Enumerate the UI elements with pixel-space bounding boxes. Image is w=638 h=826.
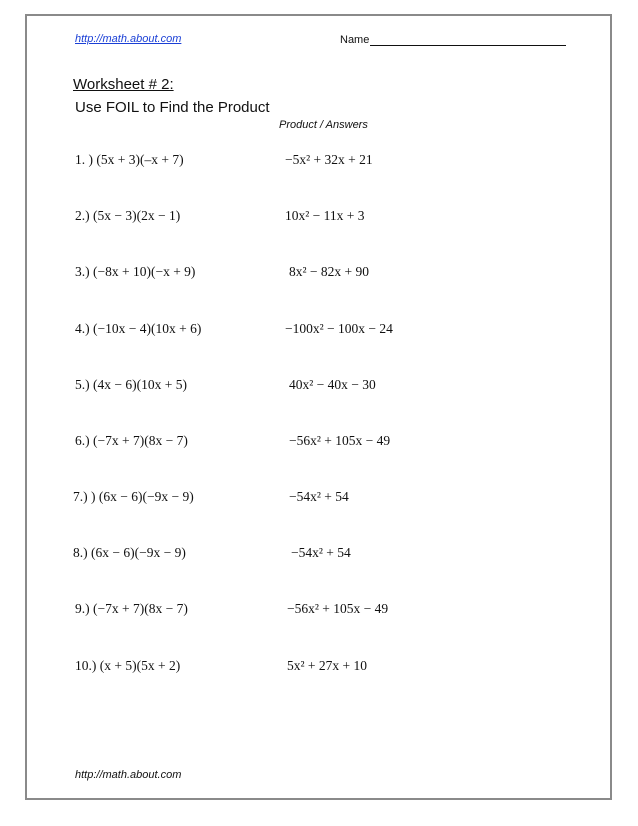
answer-8: −54x² + 54 xyxy=(291,545,351,560)
problem-5: 5.) (4x − 6)(10x + 5) xyxy=(75,377,187,392)
problem-4: 4.) (−10x − 4)(10x + 6) xyxy=(75,321,202,336)
problem-2: 2.) (5x − 3)(2x − 1) xyxy=(75,208,181,223)
answer-10: 5x² + 27x + 10 xyxy=(287,658,368,673)
problem-6: 6.) (−7x + 7)(8x − 7) xyxy=(75,433,188,448)
problem-1: 1. ) (5x + 3)(–x + 7) xyxy=(75,152,184,167)
answer-4: −100x² − 100x − 24 xyxy=(285,321,393,336)
problem-8: 8.) (6x − 6)(−9x − 9) xyxy=(73,545,186,560)
answer-1: −5x² + 32x + 21 xyxy=(285,152,373,167)
name-field xyxy=(340,33,566,46)
header-link[interactable]: http://math.about.com xyxy=(75,33,182,45)
worksheet-page xyxy=(25,14,612,800)
answer-3: 8x² − 82x + 90 xyxy=(289,264,370,279)
problem-10: 10.) (x + 5)(5x + 2) xyxy=(75,658,181,673)
answer-5: 40x² − 40x − 30 xyxy=(289,377,376,392)
name-label: Name xyxy=(340,34,370,46)
worksheet-title: Worksheet # 2: xyxy=(73,76,174,93)
answer-9: −56x² + 105x − 49 xyxy=(287,601,389,616)
footer-link[interactable]: http://math.about.com xyxy=(75,769,182,781)
answers-heading: Product / Answers xyxy=(279,119,368,131)
answer-6: −56x² + 105x − 49 xyxy=(289,433,391,448)
answer-2: 10x² − 11x + 3 xyxy=(285,208,365,223)
worksheet-subtitle: Use FOIL to Find the Product xyxy=(75,99,270,116)
name-blank-line xyxy=(370,33,566,46)
problem-3: 3.) (−8x + 10)(−x + 9) xyxy=(75,264,196,279)
answer-7: −54x² + 54 xyxy=(289,489,349,504)
problem-7: 7.) ) (6x − 6)(−9x − 9) xyxy=(73,489,194,504)
problem-9: 9.) (−7x + 7)(8x − 7) xyxy=(75,601,188,616)
